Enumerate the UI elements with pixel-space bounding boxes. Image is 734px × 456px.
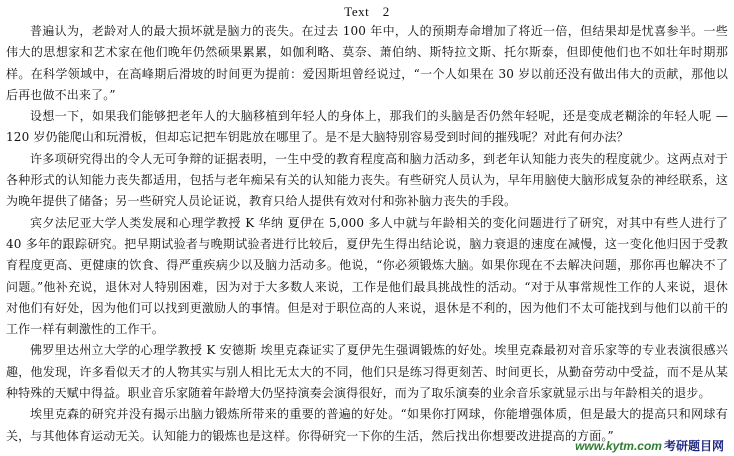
watermark-url[interactable]: www.kytm.com <box>575 439 662 453</box>
paragraph-4: 宾夕法尼亚大学人类发展和心理学教授 K 华纳 夏伊在 5,000 多人中就与年龄相关的变化问题进行了研究，对其中有些人进行了 40 多年的跟踪研究。把早期试验者与晚期试验者进行比较后，夏伊先生得出结论说，脑力衰退的速度在减慢，这一变化他归因于受教育程度更高、更健康的饮食、得严重疾病少以及脑力活动多。他说，“你必须锻炼大脑。如果你现在不去解决问题，那你再也解决不了问题。”他补充说，退休对人特别困难，因为对于大多数人来说，工作是他们最具挑战性的活动。“对于从事常规性工作的人来说，退休对他们有好处，因为他们可以找到更激励人的事情。但是对于职位高的人来说，退休是不利的，因为他们不太可能找到与他们以前干的工作一样有刺激性的工作干。 <box>6 215 728 337</box>
paragraph-2: 设想一下，如果我们能够把老年人的大脑移植到年轻人的身体上，那我们的头脑是否仍然年轻呢，还是变成老糊涂的年轻人呢 —120 岁仍能爬山和玩滑板，但却忘记把车钥匙放在哪里了。是不是大脑特别容易受到时间的摧残呢？对此有何办法？ <box>6 109 728 145</box>
paragraph-6: 埃里克森的研究并没有揭示出脑力锻炼所带来的重要的普遍的好处。“如果你打网球，你能增强体质，但是最大的提高只和网球有关，与其他体育运动无关。认知能力的锻炼也是这样。你得研究一下你的生活，然后找出你想要改进提高的方面。” <box>6 407 728 443</box>
document-title: Text 2 <box>344 4 390 19</box>
watermark-brand: 考研题目网 <box>663 439 724 453</box>
paragraph-5: 佛罗里达州立大学的心理学教授 K 安德斯 埃里克森证实了夏伊先生强调锻炼的好处。埃里克森最初对音乐家等的专业表演很感兴趣，他发现，许多看似天才的人物其实与别人相比无太大的不同，他们只是练习得更刻苦、时间更长，从勤奋劳动中受益，而不是从某种特殊的天赋中得益。职业音乐家随着年龄增大仍坚持演奏会演得很好，而为了取乐演奏的业余音乐家就显示出与年龄相关的退步。 <box>6 343 728 401</box>
paragraph-3: 许多项研究得出的令人无可争辩的证据表明，一生中受的教育程度高和脑力活动多，到老年认知能力丧失的程度就少。这两点对于各种形式的认知能力丧失都适用，包括与老年痴呆有关的认知能力丧失。有些研究人员认为，早年用脑使大脑形成复杂的神经联系，这为晚年提供了储备；另一些研究人员论证说，教育只给人提供有效对付和弥补脑力丧失的手段。 <box>6 151 728 209</box>
watermark-footer <box>575 439 724 453</box>
paragraph-1: 普遍认为，老龄对人的最大损坏就是脑力的丧失。在过去 100 年中，人的预期寿命增加了将近一倍，但结果却是忧喜参半。一些伟大的思想家和艺术家在他们晚年仍然硕果累累，如伽利略、莫奈、萧伯纳、斯特拉文斯、托尔斯泰，但即使他们也不如壮年时期那样。在科学领域中，在高峰期后滑坡的时间更为提前：爱因斯坦曾经说过，“一个人如果在 30 岁以前还没有做出伟大的贡献，那他以后再也做不出来了。” <box>6 24 728 102</box>
